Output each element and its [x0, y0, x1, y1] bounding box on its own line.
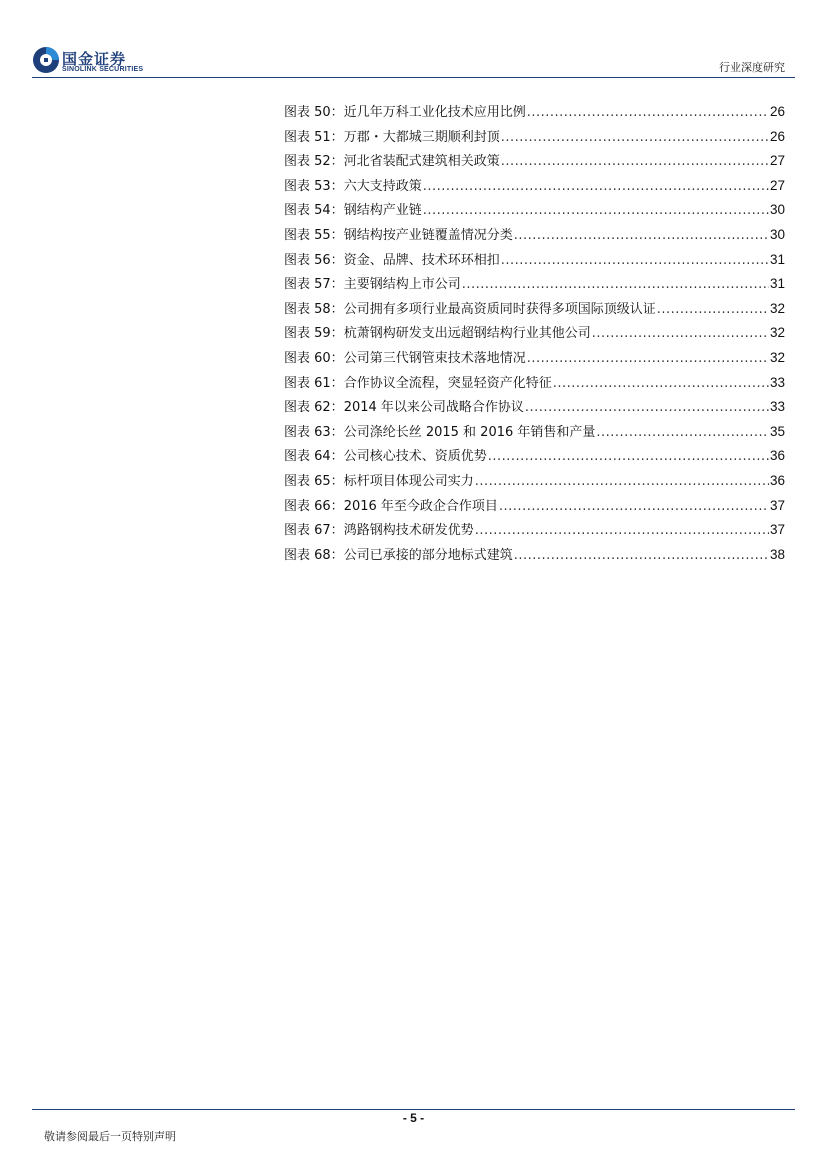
page-number: - 5 - [402, 1111, 425, 1125]
toc-dot-leader [596, 421, 769, 446]
toc-entry[interactable] [284, 346, 785, 371]
toc-entry[interactable] [284, 149, 785, 174]
toc-entry[interactable] [284, 272, 785, 297]
toc-entry-page: 36 [769, 448, 785, 464]
toc-entry[interactable] [284, 321, 785, 346]
toc-entry-title: 鸿路钢构技术研发优势 [343, 523, 474, 539]
toc-dot-leader [475, 519, 769, 544]
toc-entry-title: 公司第三代钢管束技术落地情况 [343, 350, 526, 366]
logo-chinese-text: 国金证券 [62, 50, 127, 68]
company-logo [32, 46, 162, 80]
toc-entry-label: 图表 52： [284, 154, 344, 170]
toc-entry-title: 杭萧钢构研发支出远超钢结构行业其他公司 [343, 326, 591, 342]
page-header [0, 0, 827, 80]
toc-entry-label: 图表 56： [284, 252, 344, 268]
toc-entry-title: 2016 年至今政企合作项目 [343, 498, 498, 514]
toc-dot-leader [501, 249, 769, 274]
toc-dot-leader [514, 224, 769, 249]
toc-entry-page: 33 [769, 374, 785, 390]
toc-dot-leader [488, 445, 769, 470]
toc-entry[interactable] [284, 125, 785, 150]
toc-entry-label: 图表 65： [284, 473, 344, 489]
toc-entry-title: 钢结构按产业链覆盖情况分类 [343, 227, 513, 243]
toc-entry-label: 图表 66： [284, 498, 344, 514]
toc-dot-leader [462, 273, 769, 298]
toc-dot-leader [501, 150, 769, 175]
toc-entry-label: 图表 68： [284, 547, 344, 563]
toc-entry-title: 资金、品牌、技术环环相扣 [343, 252, 500, 268]
toc-dot-leader [553, 372, 769, 397]
toc-dot-leader [475, 470, 769, 495]
toc-entry-page: 35 [769, 423, 785, 439]
toc-entry-page: 26 [769, 128, 785, 144]
toc-entry-label: 图表 62： [284, 400, 344, 416]
toc-entry-title: 2014 年以来公司战略合作协议 [343, 400, 524, 416]
toc-entry[interactable] [284, 420, 785, 445]
toc-entry-page: 27 [769, 177, 785, 193]
toc-dot-leader [657, 298, 769, 323]
toc-entry-label: 图表 64： [284, 449, 344, 465]
toc-entry-page: 26 [769, 104, 785, 119]
toc-entry-title: 公司核心技术、资质优势 [343, 449, 487, 465]
toc-entry-title: 公司拥有多项行业最高资质同时获得多项国际顶级认证 [343, 301, 656, 317]
toc-entry-page: 30 [769, 202, 785, 218]
header-divider [32, 77, 795, 78]
toc-entry-page: 36 [769, 472, 785, 488]
toc-entry-label: 图表 57： [284, 277, 344, 293]
report-type-label: 行业深度研究 [719, 61, 785, 74]
toc-entry-page: 37 [769, 522, 785, 538]
toc-entry-title: 公司已承接的部分地标式建筑 [343, 547, 513, 563]
figure-index-list [284, 100, 785, 567]
toc-entry-label: 图表 60： [284, 350, 344, 366]
logo-mark-icon [32, 46, 60, 74]
toc-entry-title: 公司涤纶长丝 2015 和 2016 年销售和产量 [343, 424, 596, 440]
toc-entry-label: 图表 63： [284, 424, 344, 440]
toc-entry-label: 图表 55： [284, 227, 344, 243]
toc-entry[interactable] [284, 494, 785, 519]
toc-dot-leader [423, 175, 769, 200]
toc-entry-title: 钢结构产业链 [343, 203, 422, 219]
toc-entry[interactable] [284, 297, 785, 322]
toc-entry-label: 图表 67： [284, 523, 344, 539]
toc-entry-page: 30 [769, 226, 785, 242]
toc-entry[interactable] [284, 518, 785, 543]
toc-entry-title: 主要钢结构上市公司 [343, 277, 461, 293]
toc-entry-page: 38 [769, 546, 785, 562]
toc-entry[interactable] [284, 371, 785, 396]
toc-entry[interactable] [284, 198, 785, 223]
toc-entry-page: 32 [769, 349, 785, 365]
toc-entry[interactable] [284, 223, 785, 248]
toc-entry-title: 近几年万科工业化技术应用比例 [343, 105, 526, 120]
toc-entry-title: 合作协议全流程，突显轻资产化特征 [343, 375, 552, 391]
disclaimer-text: 敬请参阅最后一页特别声明 [44, 1130, 176, 1143]
toc-entry[interactable] [284, 174, 785, 199]
footer-divider [32, 1109, 795, 1110]
toc-entry-label: 图表 53： [284, 178, 344, 194]
toc-entry-title: 六大支持政策 [343, 178, 422, 194]
toc-entry[interactable] [284, 395, 785, 420]
toc-entry-page: 37 [769, 497, 785, 513]
toc-entry[interactable] [284, 444, 785, 469]
toc-entry-page: 31 [769, 251, 785, 267]
toc-entry-page: 32 [769, 300, 785, 316]
toc-entry-page: 33 [769, 399, 785, 415]
toc-dot-leader [592, 322, 769, 347]
toc-dot-leader [527, 347, 769, 372]
toc-entry-title: 万郡・大都城三期顺利封顶 [343, 129, 500, 145]
toc-entry-label: 图表 59： [284, 326, 344, 342]
toc-dot-leader [423, 199, 769, 224]
toc-dot-leader [527, 101, 769, 126]
toc-entry-page: 27 [769, 153, 785, 169]
toc-entry-label: 图表 54： [284, 203, 344, 219]
toc-entry[interactable] [284, 248, 785, 273]
toc-entry-page: 31 [769, 276, 785, 292]
toc-dot-leader [499, 495, 769, 520]
toc-entry-label: 图表 51： [284, 129, 344, 145]
toc-dot-leader [501, 126, 769, 151]
toc-entry[interactable] [284, 100, 785, 125]
toc-entry-label: 图表 58： [284, 301, 344, 317]
toc-dot-leader [514, 544, 769, 569]
logo-english-text: SINOLINK SECURITIES [62, 66, 144, 73]
toc-entry-label: 图表 50： [284, 105, 344, 120]
toc-entry[interactable] [284, 543, 785, 568]
toc-entry-title: 河北省装配式建筑相关政策 [343, 154, 500, 170]
toc-entry-label: 图表 61： [284, 375, 344, 391]
toc-entry-title: 标杆项目体现公司实力 [343, 473, 474, 489]
toc-entry-page: 32 [769, 325, 785, 341]
toc-entry[interactable] [284, 469, 785, 494]
toc-dot-leader [525, 396, 769, 421]
